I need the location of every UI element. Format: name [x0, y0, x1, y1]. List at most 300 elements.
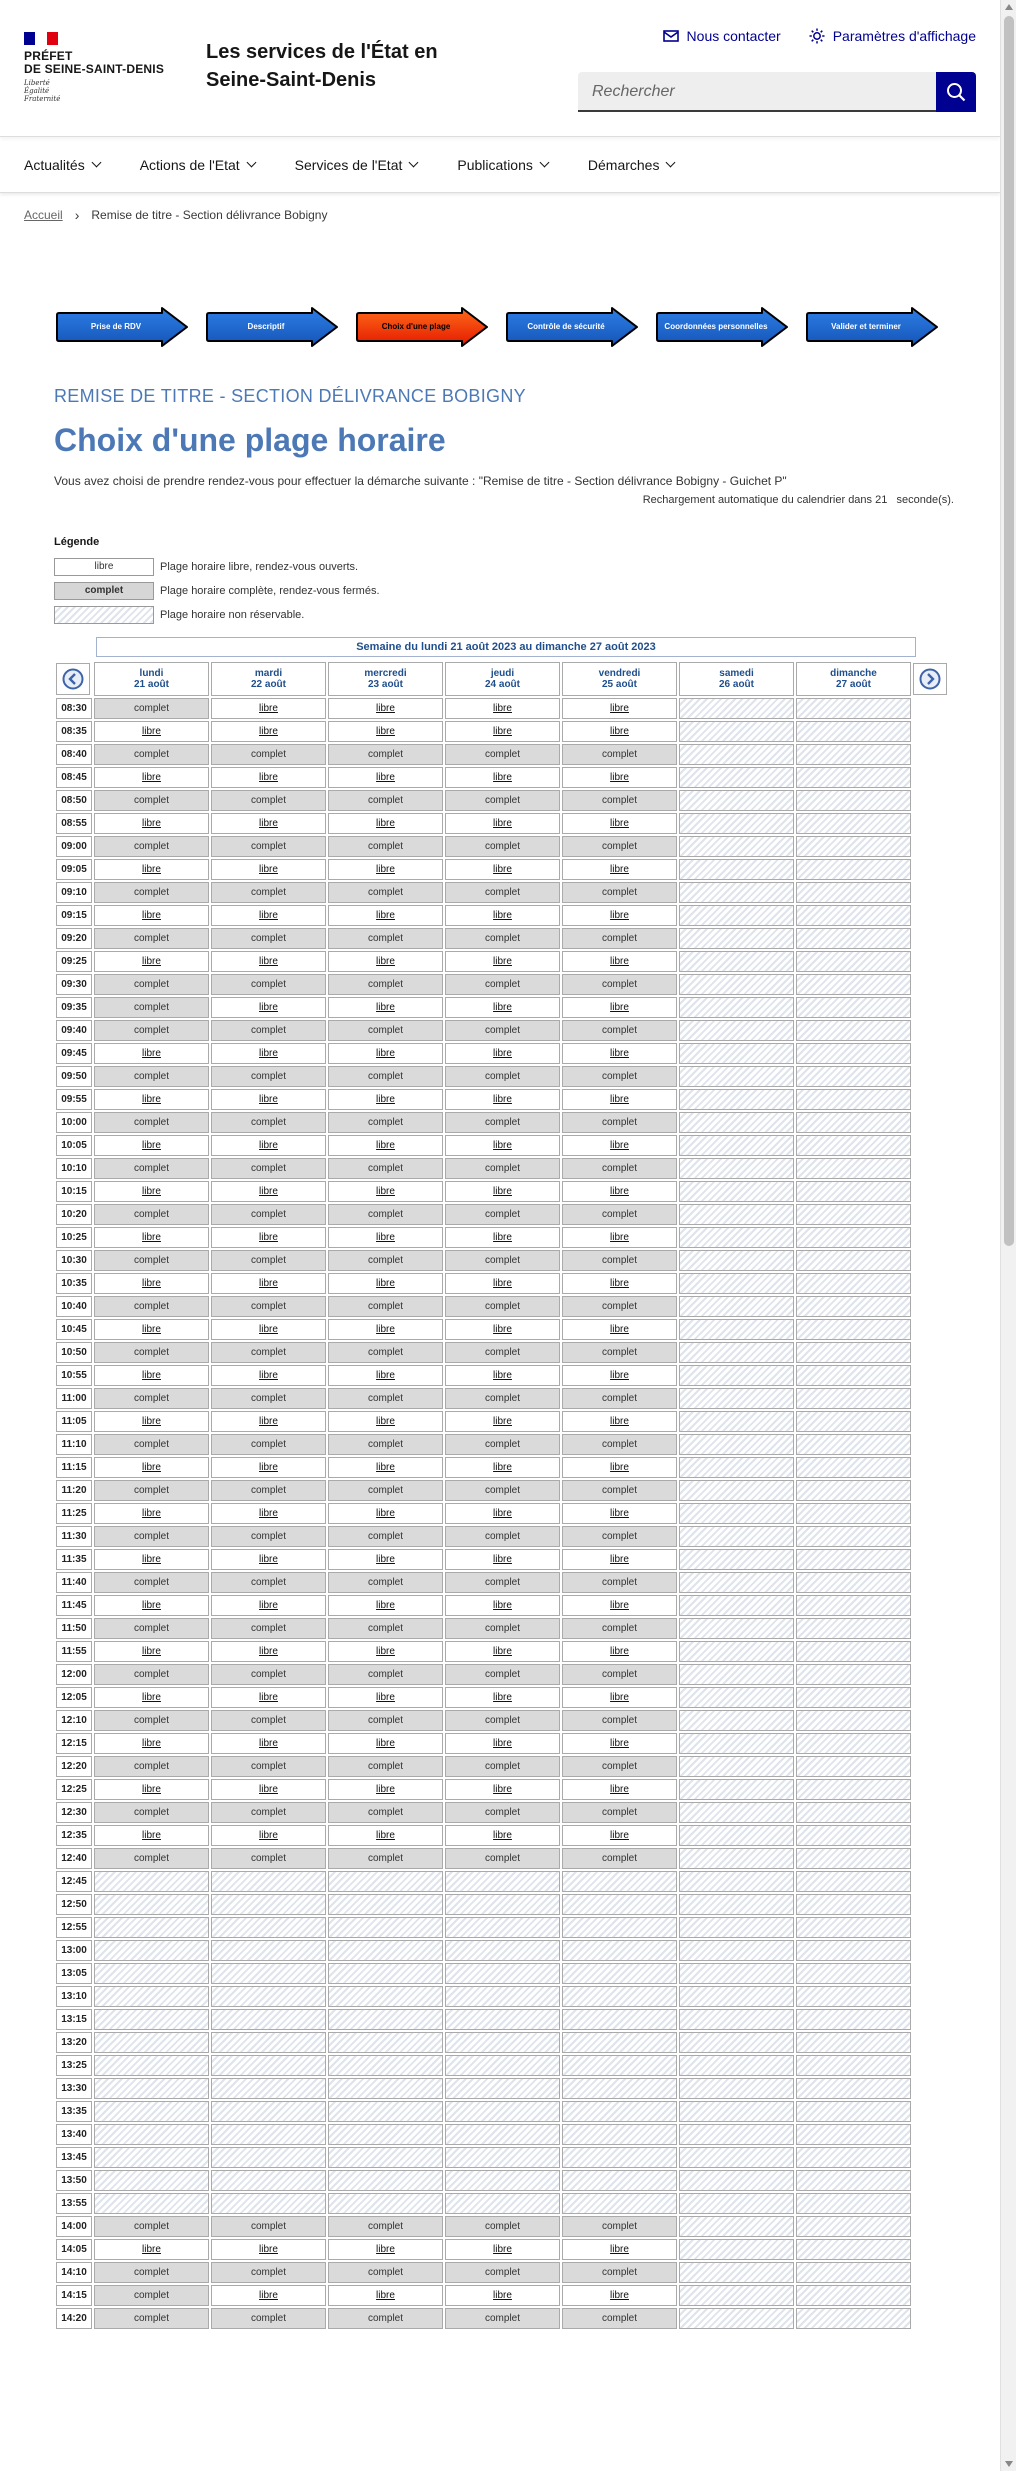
slot-libre-link[interactable]: libre: [610, 1370, 629, 1381]
slot-libre[interactable]: [562, 1733, 677, 1754]
slot-libre[interactable]: [328, 1411, 443, 1432]
slot-unavailable: [679, 2262, 794, 2283]
slot-libre-link[interactable]: libre: [376, 1692, 395, 1703]
slot-libre-link[interactable]: libre: [259, 1554, 278, 1565]
slot-libre[interactable]: [94, 1825, 209, 1846]
slot-libre[interactable]: [211, 2239, 326, 2260]
slot-libre-link[interactable]: libre: [493, 1738, 512, 1749]
slot-libre-link[interactable]: libre: [493, 1554, 512, 1565]
scroll-up-icon[interactable]: [1005, 4, 1013, 10]
slot-libre[interactable]: [562, 1457, 677, 1478]
slot-libre-link[interactable]: libre: [493, 726, 512, 737]
slot-libre[interactable]: [211, 1595, 326, 1616]
slot-libre[interactable]: [328, 859, 443, 880]
slot-libre[interactable]: [211, 905, 326, 926]
slot-libre[interactable]: [211, 721, 326, 742]
breadcrumb-home[interactable]: Accueil: [24, 208, 63, 222]
site-title[interactable]: Les services de l'État en Seine-Saint-Denis: [206, 41, 438, 91]
slot-libre-link[interactable]: libre: [259, 910, 278, 921]
slot-libre-link[interactable]: libre: [376, 2244, 395, 2255]
prev-week-button[interactable]: [56, 662, 92, 696]
slot-libre[interactable]: [328, 1273, 443, 1294]
slot-libre-link[interactable]: libre: [610, 1600, 629, 1611]
slot-libre-link[interactable]: libre: [142, 1600, 161, 1611]
slot-libre[interactable]: [328, 1779, 443, 1800]
slot-libre[interactable]: [445, 767, 560, 788]
slot-libre-link[interactable]: libre: [142, 726, 161, 737]
slot-libre[interactable]: [445, 859, 560, 880]
slot-libre-link[interactable]: libre: [610, 1140, 629, 1151]
prefet-logo[interactable]: [24, 32, 174, 103]
slot-libre[interactable]: [211, 1825, 326, 1846]
slot-libre[interactable]: [445, 1135, 560, 1156]
slot-libre-link[interactable]: libre: [610, 1508, 629, 1519]
slot-libre[interactable]: [211, 813, 326, 834]
slot-libre[interactable]: [94, 1365, 209, 1386]
slot-libre-link[interactable]: libre: [259, 1048, 278, 1059]
slot-libre[interactable]: [94, 1457, 209, 1478]
slot-libre-link[interactable]: libre: [142, 864, 161, 875]
slot-libre-link[interactable]: libre: [376, 1416, 395, 1427]
slot-libre-link[interactable]: libre: [259, 1140, 278, 1151]
slot-libre[interactable]: [445, 997, 560, 1018]
slot-libre[interactable]: [211, 1365, 326, 1386]
slot-libre-link[interactable]: libre: [376, 1554, 395, 1565]
slot-libre-link[interactable]: libre: [493, 864, 512, 875]
slot-libre[interactable]: [328, 1549, 443, 1570]
slot-libre-link[interactable]: libre: [610, 1186, 629, 1197]
slot-libre[interactable]: [328, 1365, 443, 1386]
slot-libre[interactable]: [328, 1733, 443, 1754]
slot-libre[interactable]: [445, 1687, 560, 1708]
slot-libre-link[interactable]: libre: [610, 956, 629, 967]
slot-libre-link[interactable]: libre: [142, 1508, 161, 1519]
slot-libre-link[interactable]: libre: [610, 726, 629, 737]
slot-libre[interactable]: [562, 905, 677, 926]
slot-libre[interactable]: [562, 951, 677, 972]
slot-libre-link[interactable]: libre: [493, 1324, 512, 1335]
slot-libre[interactable]: [211, 859, 326, 880]
nav-item-0[interactable]: [24, 137, 100, 192]
slot-libre[interactable]: [211, 698, 326, 719]
slot-libre[interactable]: [445, 1825, 560, 1846]
slot-libre-link[interactable]: libre: [259, 956, 278, 967]
slot-libre-link[interactable]: libre: [610, 910, 629, 921]
slot-libre-link[interactable]: libre: [376, 1508, 395, 1519]
slot-libre[interactable]: [445, 1641, 560, 1662]
slot-libre-link[interactable]: libre: [259, 818, 278, 829]
slot-libre-link[interactable]: libre: [610, 1002, 629, 1013]
slot-libre-link[interactable]: libre: [610, 703, 629, 714]
nav-item-3[interactable]: [457, 137, 548, 192]
slot-libre-link[interactable]: libre: [376, 1830, 395, 1841]
slot-libre-link[interactable]: libre: [142, 1830, 161, 1841]
slot-libre[interactable]: [445, 905, 560, 926]
slot-libre-link[interactable]: libre: [259, 1278, 278, 1289]
slot-libre[interactable]: [94, 1641, 209, 1662]
slot-libre[interactable]: [94, 1549, 209, 1570]
slot-libre[interactable]: [211, 767, 326, 788]
slot-libre[interactable]: [94, 1181, 209, 1202]
page-scrollbar[interactable]: [1000, 0, 1016, 2471]
slot-libre[interactable]: [328, 905, 443, 926]
slot-libre[interactable]: [562, 1181, 677, 1202]
slot-libre-link[interactable]: libre: [610, 1048, 629, 1059]
slot-libre[interactable]: [445, 1365, 560, 1386]
slot-libre-link[interactable]: libre: [493, 1508, 512, 1519]
slot-libre[interactable]: [445, 1043, 560, 1064]
slot-libre[interactable]: [94, 951, 209, 972]
slot-libre-link[interactable]: libre: [610, 1094, 629, 1105]
slot-libre[interactable]: [328, 1503, 443, 1524]
scrollbar-thumb[interactable]: [1004, 16, 1014, 1246]
slot-libre[interactable]: [562, 813, 677, 834]
slot-libre[interactable]: [562, 2285, 677, 2306]
next-week-button[interactable]: [913, 662, 949, 696]
slot-libre[interactable]: [562, 1089, 677, 1110]
slot-libre-link[interactable]: libre: [493, 956, 512, 967]
slot-libre-link[interactable]: libre: [493, 1232, 512, 1243]
slot-libre[interactable]: [328, 951, 443, 972]
slot-libre-link[interactable]: libre: [142, 1048, 161, 1059]
slot-libre-link[interactable]: libre: [610, 2290, 629, 2301]
slot-libre[interactable]: [445, 1503, 560, 1524]
slot-libre-link[interactable]: libre: [493, 1370, 512, 1381]
slot-libre-link[interactable]: libre: [376, 703, 395, 714]
slot-libre[interactable]: [562, 1135, 677, 1156]
slot-libre-link[interactable]: libre: [376, 1094, 395, 1105]
slot-libre-link[interactable]: libre: [142, 818, 161, 829]
slot-libre-link[interactable]: libre: [142, 1784, 161, 1795]
slot-libre[interactable]: [562, 1595, 677, 1616]
slot-libre[interactable]: [328, 767, 443, 788]
slot-libre-link[interactable]: libre: [493, 1002, 512, 1013]
slot-libre[interactable]: [445, 698, 560, 719]
slot-libre-link[interactable]: libre: [493, 2290, 512, 2301]
slot-libre[interactable]: [445, 1457, 560, 1478]
slot-row: [56, 1411, 949, 1432]
slot-libre-link[interactable]: libre: [610, 1830, 629, 1841]
slot-libre[interactable]: [562, 1273, 677, 1294]
slot-libre-link[interactable]: libre: [376, 1324, 395, 1335]
slot-libre-link[interactable]: libre: [259, 1600, 278, 1611]
slot-libre[interactable]: [562, 1687, 677, 1708]
slot-libre[interactable]: [562, 1641, 677, 1662]
slot-libre[interactable]: [328, 1595, 443, 1616]
slot-libre[interactable]: [445, 1181, 560, 1202]
slot-libre-link[interactable]: libre: [142, 1094, 161, 1105]
slot-libre[interactable]: [211, 1641, 326, 1662]
slot-libre[interactable]: [211, 1089, 326, 1110]
search-input[interactable]: Rechercher: [578, 72, 936, 112]
slot-libre[interactable]: [328, 1319, 443, 1340]
slot-libre-link[interactable]: libre: [142, 1324, 161, 1335]
slot-libre-link[interactable]: libre: [376, 910, 395, 921]
slot-libre[interactable]: [445, 1549, 560, 1570]
slot-libre-link[interactable]: libre: [142, 1416, 161, 1427]
slot-libre[interactable]: [94, 1273, 209, 1294]
slot-libre-link[interactable]: libre: [376, 1048, 395, 1059]
slot-libre[interactable]: [94, 767, 209, 788]
slot-libre[interactable]: [562, 1779, 677, 1800]
slot-libre-link[interactable]: libre: [259, 1002, 278, 1013]
slot-libre[interactable]: [94, 1503, 209, 1524]
slot-libre-link[interactable]: libre: [259, 1186, 278, 1197]
slot-libre[interactable]: [211, 1549, 326, 1570]
slot-libre[interactable]: [94, 1687, 209, 1708]
nav-item-1[interactable]: [140, 137, 255, 192]
slot-libre[interactable]: [211, 1503, 326, 1524]
slot-libre-link[interactable]: libre: [610, 1692, 629, 1703]
slot-libre-link[interactable]: libre: [493, 1094, 512, 1105]
slot-libre-link[interactable]: libre: [376, 1738, 395, 1749]
slot-libre-link[interactable]: libre: [259, 2290, 278, 2301]
slot-libre[interactable]: [445, 1319, 560, 1340]
nav-item-2[interactable]: [295, 137, 418, 192]
slot-libre-link[interactable]: libre: [142, 1462, 161, 1473]
slot-libre-link[interactable]: libre: [493, 1416, 512, 1427]
scroll-down-icon[interactable]: [1005, 2461, 1013, 2467]
slot-libre-link[interactable]: libre: [376, 1646, 395, 1657]
slot-unavailable: [796, 1112, 911, 1133]
slot-libre-link[interactable]: libre: [376, 1370, 395, 1381]
slot-libre-link[interactable]: libre: [259, 1738, 278, 1749]
slot-libre-link[interactable]: libre: [142, 1692, 161, 1703]
slot-libre-link[interactable]: libre: [610, 1738, 629, 1749]
slot-libre-link[interactable]: libre: [493, 818, 512, 829]
slot-libre-link[interactable]: libre: [610, 1324, 629, 1335]
slot-libre-link[interactable]: libre: [376, 1462, 395, 1473]
slot-libre-link[interactable]: libre: [142, 2244, 161, 2255]
slot-libre-link[interactable]: libre: [376, 818, 395, 829]
slot-libre[interactable]: [211, 1181, 326, 1202]
slot-libre[interactable]: [445, 1779, 560, 1800]
slot-libre[interactable]: [211, 1779, 326, 1800]
slot-libre[interactable]: [562, 698, 677, 719]
slot-libre[interactable]: [562, 1503, 677, 1524]
slot-libre[interactable]: [94, 1227, 209, 1248]
slot-libre[interactable]: [328, 1457, 443, 1478]
slot-libre-link[interactable]: libre: [142, 772, 161, 783]
slot-libre-link[interactable]: libre: [259, 864, 278, 875]
slot-libre-link[interactable]: libre: [259, 1370, 278, 1381]
slot-libre-link[interactable]: libre: [493, 772, 512, 783]
slot-libre-link[interactable]: libre: [610, 2244, 629, 2255]
slot-libre-link[interactable]: libre: [493, 1278, 512, 1289]
slot-libre[interactable]: [211, 2285, 326, 2306]
slot-libre-link[interactable]: libre: [259, 1324, 278, 1335]
slot-unavailable: [679, 2055, 794, 2076]
slot-libre[interactable]: [211, 997, 326, 1018]
slot-libre-link[interactable]: libre: [142, 1186, 161, 1197]
slot-libre[interactable]: [211, 1135, 326, 1156]
slot-libre-link[interactable]: libre: [376, 726, 395, 737]
slot-libre[interactable]: [562, 1227, 677, 1248]
slot-libre[interactable]: [445, 721, 560, 742]
slot-libre-link[interactable]: libre: [376, 1002, 395, 1013]
slot-libre-link[interactable]: libre: [259, 1232, 278, 1243]
slot-libre-link[interactable]: libre: [376, 864, 395, 875]
slot-libre[interactable]: [211, 1227, 326, 1248]
slot-libre[interactable]: [445, 1733, 560, 1754]
slot-libre-link[interactable]: libre: [142, 1140, 161, 1151]
slot-libre-link[interactable]: libre: [376, 1784, 395, 1795]
slot-libre[interactable]: [211, 1687, 326, 1708]
slot-libre[interactable]: [562, 1319, 677, 1340]
slot-libre[interactable]: [328, 1227, 443, 1248]
slot-libre[interactable]: [94, 1779, 209, 1800]
slot-libre-link[interactable]: libre: [376, 1600, 395, 1611]
slot-libre[interactable]: [445, 1089, 560, 1110]
slot-libre-link[interactable]: libre: [610, 1646, 629, 1657]
slot-libre[interactable]: [94, 813, 209, 834]
slot-libre[interactable]: [94, 2239, 209, 2260]
slot-libre[interactable]: [328, 1641, 443, 1662]
slot-libre[interactable]: [562, 1365, 677, 1386]
slot-libre-link[interactable]: libre: [259, 1508, 278, 1519]
slot-libre-link[interactable]: libre: [376, 1186, 395, 1197]
slot-libre[interactable]: [562, 997, 677, 1018]
slot-libre[interactable]: [445, 1227, 560, 1248]
slot-libre-link[interactable]: libre: [142, 1554, 161, 1565]
slot-libre[interactable]: [328, 1089, 443, 1110]
slot-libre[interactable]: [445, 1411, 560, 1432]
slot-libre[interactable]: [445, 1595, 560, 1616]
slot-libre[interactable]: [94, 1733, 209, 1754]
slot-libre-link[interactable]: libre: [376, 1278, 395, 1289]
slot-libre-link[interactable]: libre: [259, 1462, 278, 1473]
slot-libre-link[interactable]: libre: [259, 1094, 278, 1105]
slot-libre[interactable]: [328, 1135, 443, 1156]
slot-libre[interactable]: [94, 1411, 209, 1432]
slot-libre[interactable]: [211, 1043, 326, 1064]
slot-libre[interactable]: [94, 1089, 209, 1110]
slot-libre-link[interactable]: libre: [493, 1692, 512, 1703]
slot-libre-link[interactable]: libre: [259, 1416, 278, 1427]
slot-libre[interactable]: [211, 1457, 326, 1478]
slot-libre[interactable]: [94, 1135, 209, 1156]
slot-libre-link[interactable]: libre: [493, 703, 512, 714]
slot-libre-link[interactable]: libre: [142, 1370, 161, 1381]
slot-libre-link[interactable]: libre: [376, 772, 395, 783]
slot-libre-link[interactable]: libre: [610, 1554, 629, 1565]
slot-libre-link[interactable]: libre: [493, 1646, 512, 1657]
slot-libre-link[interactable]: libre: [142, 956, 161, 967]
slot-libre[interactable]: [562, 1825, 677, 1846]
slot-libre[interactable]: [211, 951, 326, 972]
slot-libre[interactable]: [211, 1319, 326, 1340]
slot-libre[interactable]: [328, 698, 443, 719]
slot-libre[interactable]: [445, 1273, 560, 1294]
slot-libre-link[interactable]: libre: [142, 1232, 161, 1243]
slot-libre-link[interactable]: libre: [376, 2290, 395, 2301]
slot-libre-link[interactable]: libre: [259, 772, 278, 783]
slot-libre[interactable]: [328, 1043, 443, 1064]
slot-libre-link[interactable]: libre: [610, 1784, 629, 1795]
contact-link[interactable]: [663, 28, 781, 44]
slot-libre[interactable]: [94, 1043, 209, 1064]
slot-libre[interactable]: [445, 951, 560, 972]
slot-libre[interactable]: [94, 1595, 209, 1616]
slot-libre-link[interactable]: libre: [610, 1416, 629, 1427]
slot-libre-link[interactable]: libre: [142, 1738, 161, 1749]
slot-libre[interactable]: [328, 721, 443, 742]
slot-libre[interactable]: [94, 1319, 209, 1340]
slot-libre-link[interactable]: libre: [142, 1278, 161, 1289]
slot-libre[interactable]: [562, 2239, 677, 2260]
slot-libre-link[interactable]: libre: [259, 1692, 278, 1703]
slot-libre-link[interactable]: libre: [493, 1186, 512, 1197]
slot-libre[interactable]: [562, 1043, 677, 1064]
slot-libre-link[interactable]: libre: [493, 1784, 512, 1795]
slot-libre[interactable]: [328, 997, 443, 1018]
slot-complet: complet: [94, 997, 209, 1018]
slot-libre[interactable]: [562, 721, 677, 742]
slot-libre[interactable]: [211, 1411, 326, 1432]
slot-libre-link[interactable]: libre: [610, 1462, 629, 1473]
slot-libre[interactable]: [94, 721, 209, 742]
slot-complet: complet: [94, 744, 209, 765]
slot-libre[interactable]: [328, 1687, 443, 1708]
slot-libre-link[interactable]: libre: [493, 910, 512, 921]
slot-libre-link[interactable]: libre: [610, 864, 629, 875]
slot-libre-link[interactable]: libre: [493, 1048, 512, 1059]
slot-libre-link[interactable]: libre: [259, 726, 278, 737]
slot-libre[interactable]: [328, 2285, 443, 2306]
slot-libre[interactable]: [562, 1549, 677, 1570]
slot-libre-link[interactable]: libre: [142, 910, 161, 921]
nav-item-4[interactable]: [588, 137, 675, 192]
slot-unavailable: [679, 744, 794, 765]
search-button[interactable]: [936, 72, 976, 112]
slot-libre[interactable]: [562, 1411, 677, 1432]
slot-libre-link[interactable]: libre: [259, 1646, 278, 1657]
slot-time: 12:40: [56, 1848, 92, 1869]
slot-libre-link[interactable]: libre: [610, 1232, 629, 1243]
slot-libre-link[interactable]: libre: [259, 2244, 278, 2255]
slot-libre[interactable]: [211, 1273, 326, 1294]
slot-libre[interactable]: [328, 813, 443, 834]
slot-libre[interactable]: [94, 859, 209, 880]
slot-libre-link[interactable]: libre: [376, 1232, 395, 1243]
slot-libre-link[interactable]: libre: [493, 1600, 512, 1611]
slot-libre-link[interactable]: libre: [493, 1462, 512, 1473]
slot-libre-link[interactable]: libre: [493, 1830, 512, 1841]
slot-libre-link[interactable]: libre: [376, 956, 395, 967]
slot-libre[interactable]: [328, 1181, 443, 1202]
slot-libre-link[interactable]: libre: [493, 2244, 512, 2255]
slot-libre-link[interactable]: libre: [610, 818, 629, 829]
slot-libre-link[interactable]: libre: [376, 1140, 395, 1151]
slot-libre-link[interactable]: libre: [610, 772, 629, 783]
slot-libre[interactable]: [211, 1733, 326, 1754]
slot-libre[interactable]: [328, 2239, 443, 2260]
slot-libre-link[interactable]: libre: [259, 703, 278, 714]
slot-libre-link[interactable]: libre: [493, 1140, 512, 1151]
slot-libre[interactable]: [94, 905, 209, 926]
slot-libre-link[interactable]: libre: [259, 1784, 278, 1795]
display-settings-link[interactable]: [809, 28, 976, 44]
slot-libre-link[interactable]: libre: [142, 1646, 161, 1657]
slot-libre[interactable]: [562, 767, 677, 788]
slot-libre-link[interactable]: libre: [259, 1830, 278, 1841]
slot-libre-link[interactable]: libre: [610, 1278, 629, 1289]
slot-libre[interactable]: [562, 859, 677, 880]
slot-libre[interactable]: [445, 2285, 560, 2306]
slot-libre[interactable]: [445, 2239, 560, 2260]
slot-libre[interactable]: [328, 1825, 443, 1846]
slot-libre[interactable]: [445, 813, 560, 834]
